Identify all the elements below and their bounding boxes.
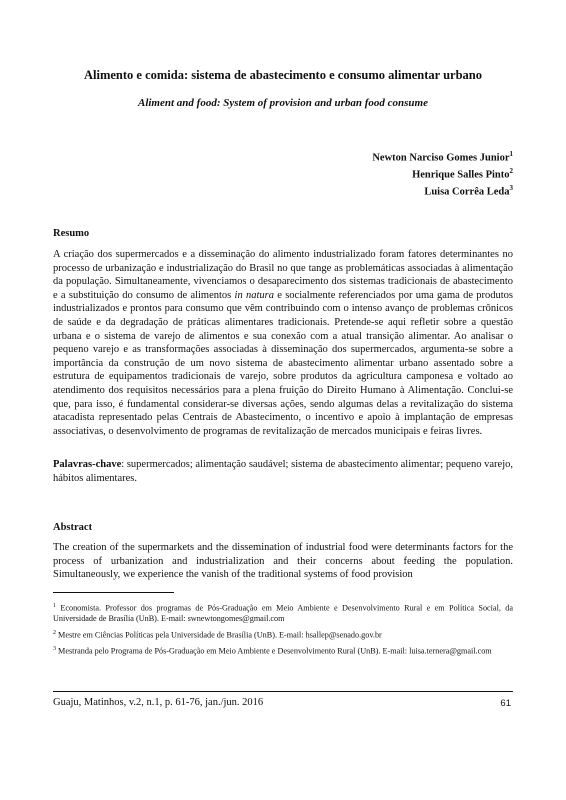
resumo-heading: Resumo — [53, 228, 90, 239]
keywords-label: Palavras-chave — [53, 459, 122, 470]
page-number: 61 — [500, 698, 511, 709]
keywords — [53, 458, 513, 485]
journal-citation: Guaju, Matinhos, v.2, n.1, p. 61-76, jan./jun. 2016 — [53, 697, 264, 708]
footnote: $^1$ Economista. Professor dos programas de Pós-Graduação em Meio Ambiente e Desenvolvimento Rural e em Política Social, da Universidade de Brasília (UnB). E-mail: swnewtongomes@gmail.com — [53, 603, 513, 624]
footnote: $^2$ Mestre em Ciências Políticas pela Universidade de Brasília (UnB). E-mail: hsallep@senado.gov.br — [53, 629, 382, 640]
footnotes — [53, 601, 513, 661]
author: Henrique Salles Pinto$^2$ — [412, 167, 513, 181]
footer-rule — [53, 691, 513, 692]
keywords-text: : supermercados; alimentação saudável; sistema de abastecimento alimentar; pequeno varejo, hábitos alimentares. — [53, 459, 513, 484]
footnote: $^3$ Mestranda pelo Programa de Pós-Graduação em Meio Ambiente e Desenvolvimento Rural (UnB). E-mail: luisa.ternera@gmail.com — [53, 646, 492, 656]
paper-title: Alimento e comida: sistema de abastecimento e consumo alimentar urbano — [84, 68, 482, 82]
author: Luisa Corrêa Leda$^3$ — [424, 184, 513, 198]
abstract-body: The creation of the supermarkets and the dissemination of industrial food were determinants factors for the process of urbanization and industrialization and their concerns about feeding the population. Simultaneously, we experience the vanish of the traditional systems of food provision — [53, 542, 513, 581]
paper-subtitle: Aliment and food: System of provision and urban food consume — [137, 97, 428, 109]
abstract-heading: Abstract — [53, 522, 93, 533]
footnote-separator — [53, 592, 174, 593]
author: Newton Narciso Gomes Junior$^1$ — [372, 150, 513, 164]
resumo-body: A criação dos supermercados e a disseminação do alimento industrializado foram fatores determinantes no processo de urbanização e industrialização do Brasil no que tange as problemáticas associadas à alimentação da população. Simultaneamente, vivenciamos o desaparecimento dos sistemas tradicionais de abastecimento e a substituição do consumo de alimentos in natura e socialmente referenciados por uma gama de produtos industrializados e prontos para consumo que vêm contribuindo com o intenso avanço de problemas crônicos de saúde e da degradação de práticas alimentares tradicionais. Pretende-se aqui refletir sobre a questão urbana e o sistema de varejo de alimentos e sua conexão com a atual transição alimentar. Ao analisar o pequeno varejo e as transformações associadas à disseminação dos supermercados, argumenta-se sobre a importância da construção de um novo sistema de abastecimento alimentar urbano assentado sobre a estrutura de equipamentos tradicionais de varejo, sobre produtos da agricultura camponesa e voltado ao atendimento dos requisitos necessários para a plena fruição do Direito Humano à Alimentação. Conclui-se que, para isso, é fundamental considerar-se diversas ações, sendo algumas delas a revitalização do sistema atacadista representado pelas Centrais de Abastecimento, o incentivo e apoio à implantação de empresas associativas, o desenvolvimento de programas de revitalização de mercados municipais e feiras livres. — [53, 249, 514, 437]
author-list — [372, 148, 513, 199]
